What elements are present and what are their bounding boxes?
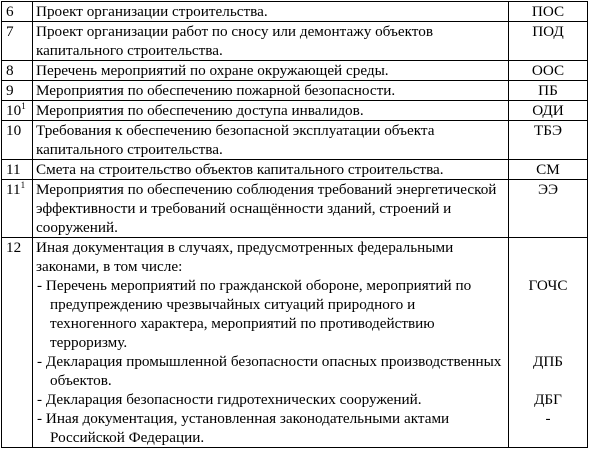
row-number-superscript: 1	[21, 100, 26, 111]
table-row	[2, 160, 588, 180]
row-title: Мероприятия по обеспечению пожарной безопасности.	[33, 81, 509, 101]
table-row	[2, 61, 588, 81]
row-title: Мероприятия по обеспечению соблюдения требований энергетической эффективности и требований оснащённости зданий, строений и сооружений.	[33, 180, 509, 238]
list-item: - Декларация безопасности гидротехнических сооружений.	[37, 391, 422, 408]
row-title: Проект организации работ по сносу или демонтажу объектов капитального строительства.	[33, 22, 509, 61]
row-number-superscript: 1	[20, 179, 26, 190]
row-code: СМ	[509, 160, 588, 180]
row-code: ООС	[509, 61, 588, 81]
row-title	[33, 238, 509, 448]
row-code: ТБЭ	[509, 121, 588, 160]
table-row	[2, 22, 588, 61]
list-item: - Иная документация, установленная законодательными актами Российской Федерации.	[37, 410, 450, 446]
row-number: 11	[2, 160, 33, 180]
row-code: ПОС	[509, 2, 588, 22]
list-item-code: ГОЧС	[528, 277, 568, 294]
table-row	[2, 180, 588, 238]
documentation-sections-table	[1, 1, 588, 448]
row-title: Мероприятия по обеспечению доступа инвалидов.	[33, 101, 509, 121]
list-item-code: ДПБ	[532, 353, 564, 370]
table-row	[2, 2, 588, 22]
row-number: $11^1$	[2, 180, 33, 238]
row-title: Смета на строительство объектов капитального строительства.	[33, 160, 509, 180]
list-item: - Декларация промышленной безопасности опасных производственных объектов.	[37, 353, 502, 389]
row-number: $10^1$	[2, 101, 33, 121]
row-code: ОДИ	[509, 101, 588, 121]
row-intro-text: Иная документация в случаях, предусмотренных федеральными законами, в том числе:	[36, 239, 454, 275]
list-item-code: -	[545, 410, 551, 427]
row-title: Проект организации строительства.	[33, 2, 509, 22]
row-title: Требования к обеспечению безопасной эксплуатации объекта капитального строительства.	[33, 121, 509, 160]
row-number: 7	[2, 22, 33, 61]
row-number: 8	[2, 61, 33, 81]
row-number: 9	[2, 81, 33, 101]
row-number: 12	[2, 238, 33, 448]
row-codes	[509, 238, 588, 448]
row-code: ЭЭ	[509, 180, 588, 238]
table-row-other-documentation	[2, 238, 588, 448]
row-code: ПБ	[509, 81, 588, 101]
row-number: 6	[2, 2, 33, 22]
table-row	[2, 121, 588, 160]
list-item-code: ДБГ	[534, 391, 562, 408]
list-item: - Перечень мероприятий по гражданской обороне, мероприятий по предупреждению чрезвычайных ситуаций природного и техногенного характера, мероприятий по противодействию терроризму.	[37, 277, 472, 351]
table-row	[2, 81, 588, 101]
row-number: 10	[2, 121, 33, 160]
row-title: Перечень мероприятий по охране окружающей среды.	[33, 61, 509, 81]
table-row	[2, 101, 588, 121]
row-code: ПОД	[509, 22, 588, 61]
